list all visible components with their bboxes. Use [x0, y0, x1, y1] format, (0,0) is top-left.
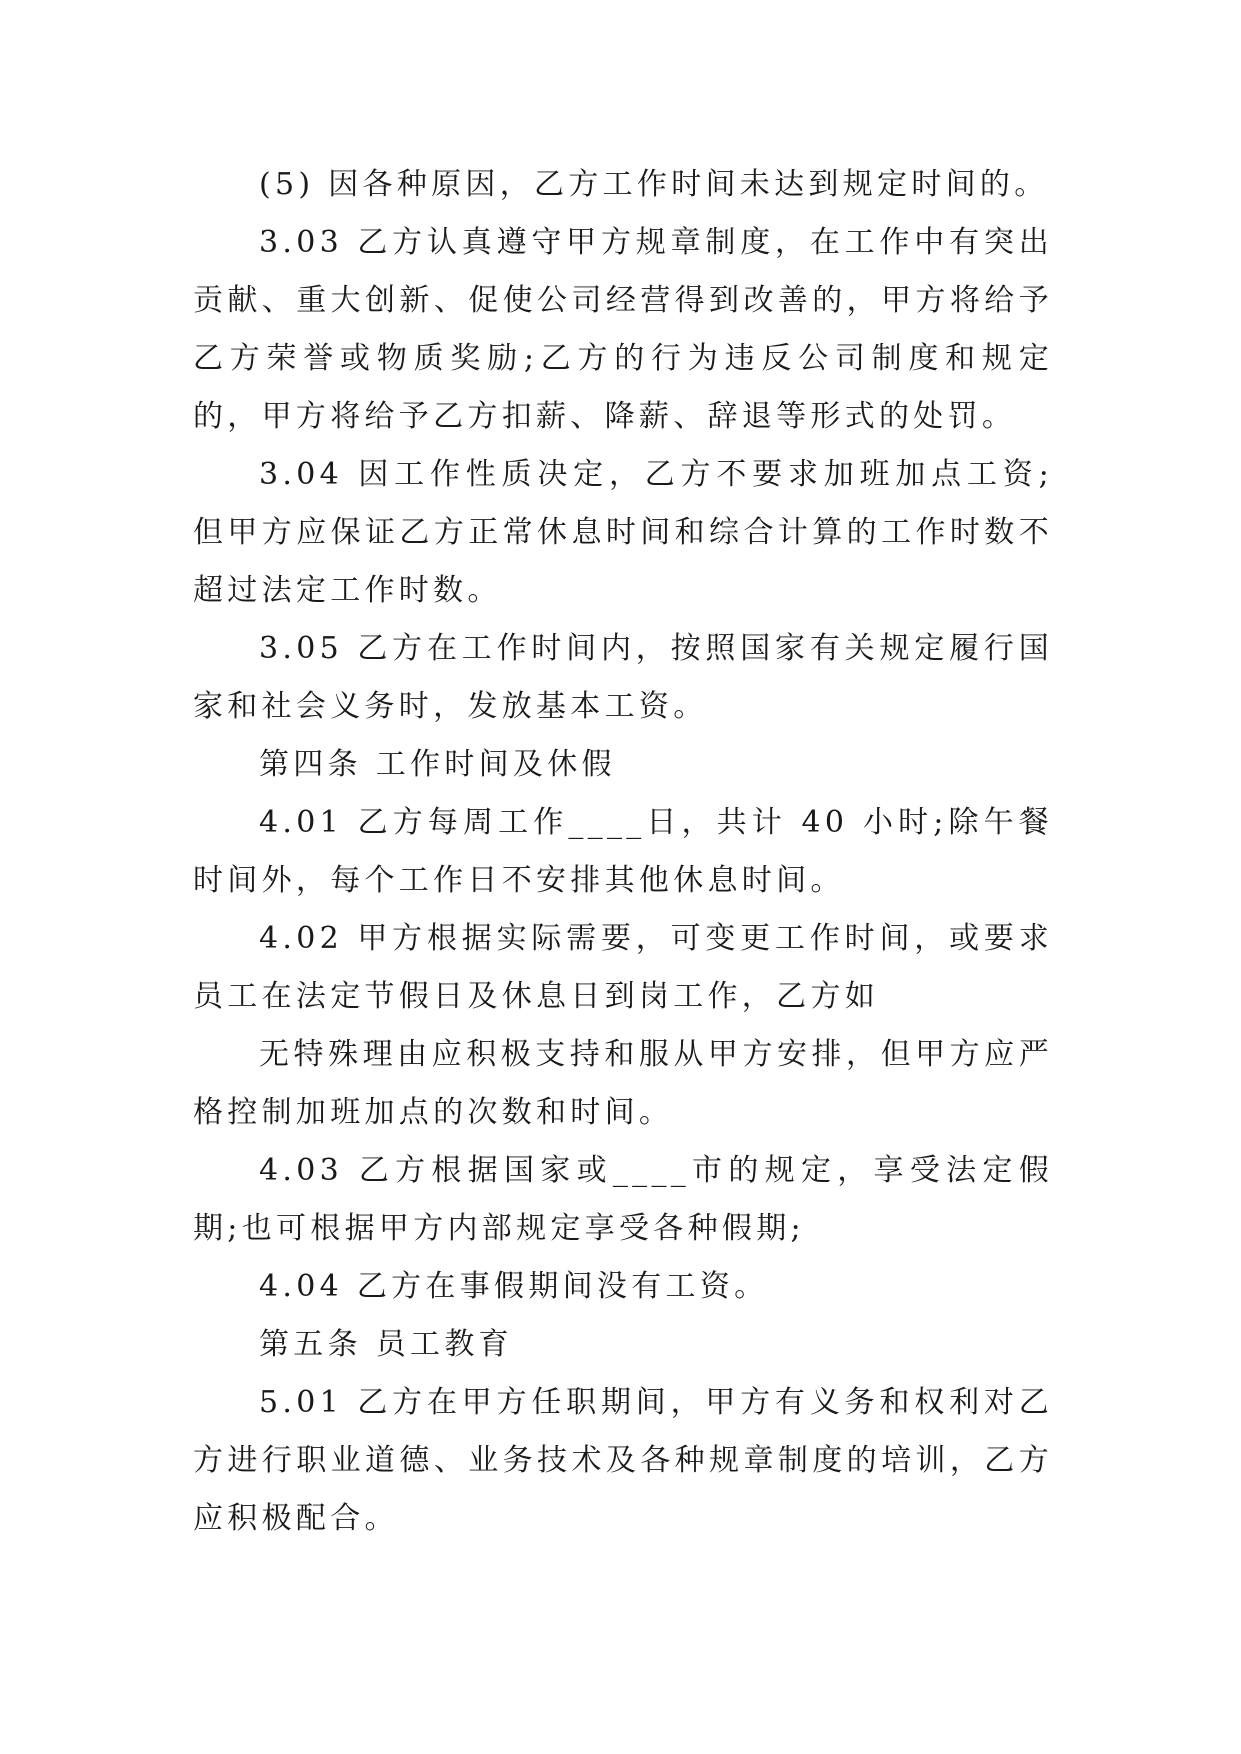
article-5-heading: 第五条 员工教育: [259, 1327, 513, 1362]
clause-3-05: 3.05 乙方在工作时间内，按照国家有关规定履行国家和社会义务时，发放基本工资。: [193, 631, 1053, 724]
clause-3-04: 3.04 因工作性质决定，乙方不要求加班加点工资;但甲方应保证乙方正常休息时间和综合计算的工作时数不超过法定工作时数。: [193, 457, 1053, 608]
clause-4-03: 4.03 乙方根据国家或____市的规定，享受法定假期;也可根据甲方内部规定享受各种假期;: [193, 1153, 1053, 1246]
clause-4-02: 4.02 甲方根据实际需要，可变更工作时间，或要求员工在法定节假日及休息日到岗工作，乙方如: [193, 921, 1053, 1014]
document-body: [193, 156, 1053, 1548]
clause-4-01: 4.01 乙方每周工作____日，共计 40 小时;除午餐时间外，每个工作日不安排其他休息时间。: [193, 805, 1053, 898]
paragraph-item-5: (5) 因各种原因，乙方工作时间未达到规定时间的。: [259, 167, 1049, 202]
clause-5-01: 5.01 乙方在甲方任职期间，甲方有义务和权利对乙方进行职业道德、业务技术及各种规章制度的培训，乙方应积极配合。: [193, 1385, 1053, 1536]
clause-4-02-continued: 无特殊理由应积极支持和服从甲方安排，但甲方应严格控制加班加点的次数和时间。: [193, 1037, 1053, 1130]
clause-4-04: 4.04 乙方在事假期间没有工资。: [259, 1269, 769, 1304]
article-4-heading: 第四条 工作时间及休假: [259, 747, 616, 782]
clause-3-03: 3.03 乙方认真遵守甲方规章制度，在工作中有突出贡献、重大创新、促使公司经营得到改善的，甲方将给予乙方荣誉或物质奖励;乙方的行为违反公司制度和规定的，甲方将给予乙方扣薪、降薪、辞退等形式的处罚。: [193, 225, 1053, 434]
